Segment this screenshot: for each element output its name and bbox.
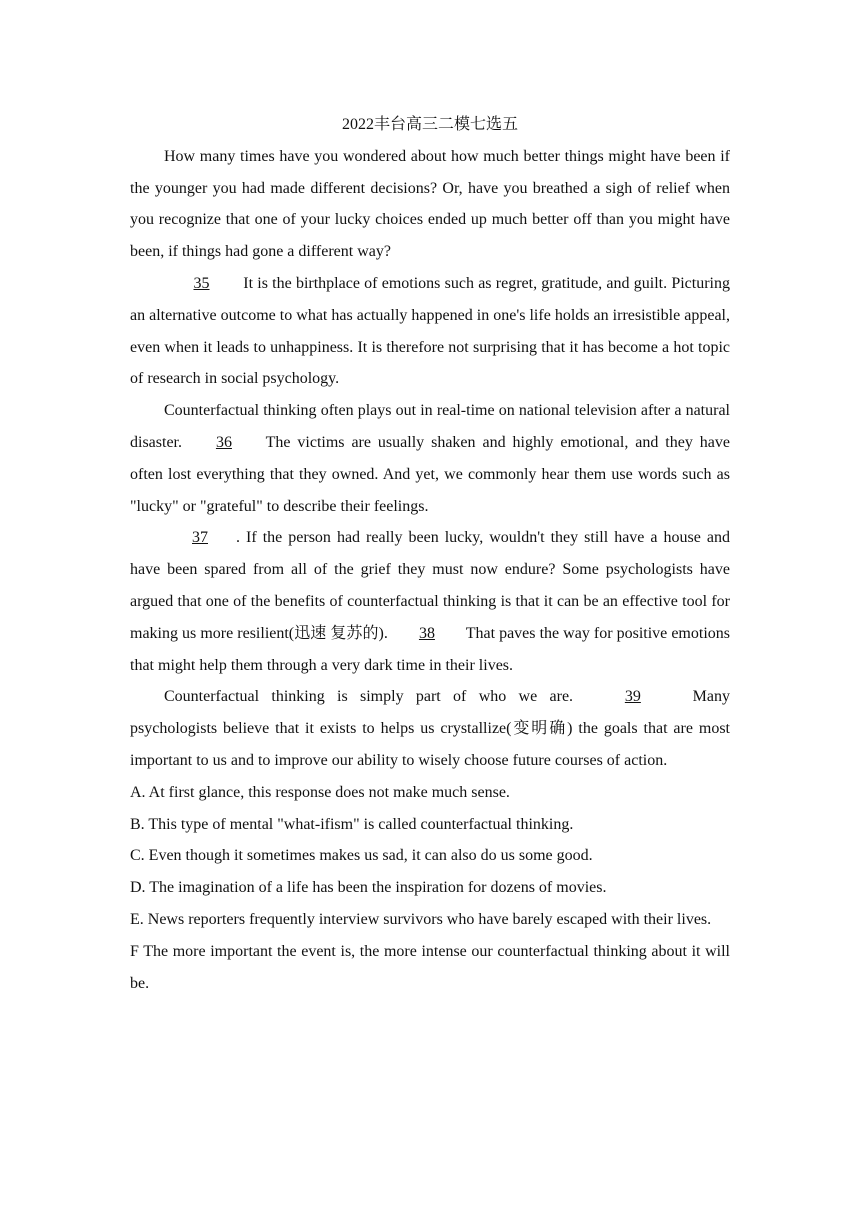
blank-35: 35 [193, 274, 210, 292]
paragraph-1: How many times have you wondered about how much better things might have been if the younger you had made different decisions? Or, have you breathed a sigh of relief when you recognize that one of your lucky choices ended up much better off than you might have been, if things had gone a different way? [130, 147, 730, 261]
paragraph-4-text-after: That paves the way for positive emotions that might help them through a very dark time in their lives. [130, 624, 730, 674]
paragraph-5 [130, 681, 730, 776]
document-title: 2022丰台高三二模七选五 [341, 116, 518, 133]
paragraph-4-text-before: . If the person had really been lucky, wouldn't they still have a house and have been spared from all of the grief they must now endure? Some psychologists have argued that one of the benefits of counterfactual thinking is that it can be an effective tool for making us more resilient(迅速 复苏的). [130, 529, 730, 642]
paragraph-5-text-before: Counterfactual thinking is simply part of who we are. [164, 688, 586, 706]
option-c: C. Even though it sometimes makes us sad, it can also do us some good. [130, 847, 593, 865]
paragraph-3 [130, 395, 730, 522]
blank-38: 38 [418, 624, 435, 642]
option-f: F The more important the event is, the more intense our counterfactual thinking about it will be. [130, 942, 730, 992]
paragraph-2-text: It is the birthplace of emotions such as regret, gratitude, and guilt. Picturing an alternative outcome to what has actually happened in one's life holds an irresistible appeal, even when it leads to unhappiness. It is therefore not surprising that it has become a hot topic of research in social psychology. [130, 274, 730, 388]
paragraph-3-text-after: The victims are usually shaken and highly emotional, and they have often lost everything that they owned. And yet, we commonly hear them use words such as "lucky" or "grateful" to describe their feelings. [130, 433, 730, 515]
paragraph-5-text-after: Many psychologists believe that it exists to helps us crystallize(变明确) the goals that are most important to us and to improve our ability to wisely choose future courses of action. [130, 688, 730, 769]
option-a: A. At first glance, this response does not make much sense. [130, 783, 510, 801]
option-d: D. The imagination of a life has been the inspiration for dozens of movies. [130, 879, 607, 897]
blank-39: 39 [624, 688, 641, 706]
paragraph-2 [130, 268, 730, 395]
option-b: B. This type of mental "what-ifism" is called counterfactual thinking. [130, 815, 574, 833]
paragraph-3-text-before: Counterfactual thinking often plays out in real-time on national television after a natural disaster. [130, 402, 730, 451]
paragraph-4 [130, 522, 730, 681]
document-page [130, 109, 730, 999]
option-e: E. News reporters frequently interview survivors who have barely escaped with their lives. [130, 910, 712, 928]
blank-37: 37 [192, 529, 208, 547]
blank-36: 36 [215, 433, 232, 451]
